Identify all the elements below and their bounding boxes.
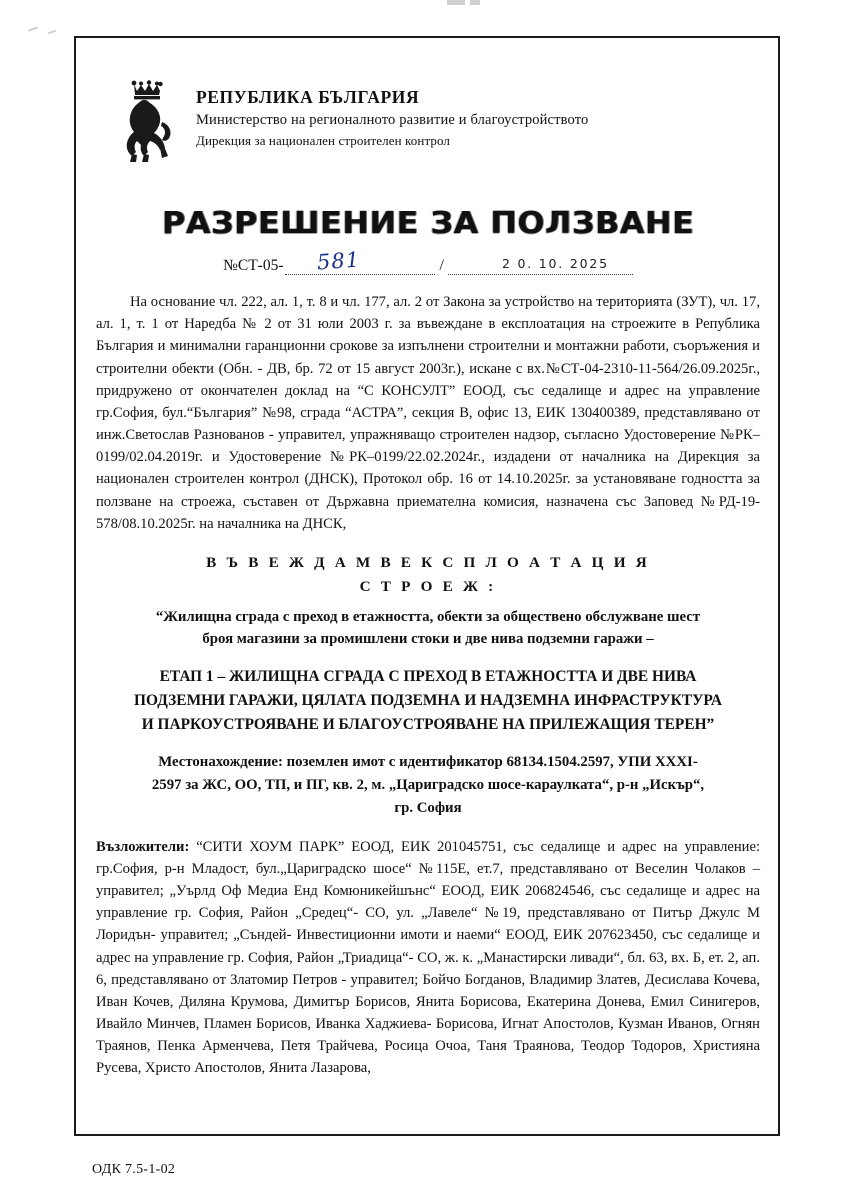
assignors-block xyxy=(96,836,760,1080)
document-number-field[interactable] xyxy=(285,247,435,275)
handwritten-number: 581 xyxy=(316,247,362,275)
form-code-footer: ОДК 7.5-1-02 xyxy=(92,1162,176,1177)
republic-name: РЕПУБЛИКА БЪЛГАРИЯ xyxy=(196,87,420,107)
document-header xyxy=(110,78,760,164)
document-date-field[interactable] xyxy=(448,257,633,275)
document-number-prefix: №СТ-05- xyxy=(223,257,284,274)
location-block xyxy=(96,751,760,820)
commissioning-heading xyxy=(96,551,760,600)
scan-artifact xyxy=(470,0,480,5)
date-stamp: 2 0. 10. 2025 xyxy=(501,256,609,271)
number-date-separator: / xyxy=(439,257,444,274)
bulgarian-coat-of-arms-lion-icon xyxy=(110,78,182,164)
quote-line-1: “Жилищна сграда с преход в етажността, обекти за обществено обслужване шест xyxy=(155,608,701,625)
document-content xyxy=(96,60,760,1080)
ministry-name: Министерство на регионалното развитие и благоустройството xyxy=(196,111,589,128)
legal-grounds-paragraph xyxy=(96,291,760,535)
heading-line-2: С Т Р О Е Ж : xyxy=(359,578,497,596)
page-title: РАЗРЕШЕНИЕ ЗА ПОЛЗВАНЕ xyxy=(161,206,695,241)
stage-description xyxy=(96,665,760,737)
assignors-label: Възложители: xyxy=(96,838,190,855)
stage-line-3: И ПАРКОУСТРОЯВАНЕ И БЛАГОУСТРОЯВАНЕ НА ПРИЛЕЖАЩИЯ ТЕРЕН” xyxy=(141,716,715,734)
location-line-2: 2597 за ЖС, ОО, ТП, и ПГ, кв. 2, м. „Цариградско шосе-караулката“, р-н „Искър“, xyxy=(151,776,705,793)
paragraph-1: На основание чл. 222, ал. 1, т. 8 и чл. 177, ал. 2 от Закона за устройство на територията (ЗУТ), чл. 17, ал. 1, т. 1 от Наредба № 2 от 31 юли 2003 г. за въвеждане в експлоатация на строежите в Република България и минимални гаранционни срокове за изпълнени строителни и монтажни работи, съоръжения и строителни обекти (Обн. - ДВ, бр. 72 от 15 август 2003г.), искане с вх.№СТ-04-2310-11-564/26.09.2025г., придружено от окончателен доклад на “С КОНСУЛТ” ЕООД, със седалище и адрес на управление гр.София, бул.“България” №98, сграда “АСТРА”, секция В, офис 13, ЕИК 130400389, представлявано от инж.Светослав Разнованов - управител, упражняващо строителен надзор, съгласно Удостоверение №РК–0199/02.04.2019г. и Удостоверение №РК–0199/22.02.2024г., издадени от началника на Дирекция за национален строителен контрол (ДНСК), Протокол обр. 16 от 14.10.2025г. за установяване годността за ползване на строежа, съставен от Държавна приемателна комисия, назначена със Заповед №РД-19-578/08.10.2025г. на началника на ДНСК, xyxy=(96,294,760,532)
document-title-wrap xyxy=(96,206,760,241)
scan-artifact xyxy=(48,30,56,35)
stage-line-1: ЕТАП 1 – ЖИЛИЩНА СГРАДА С ПРЕХОД В ЕТАЖНОСТТА И ДВЕ НИВА xyxy=(159,668,697,686)
quote-line-2: броя магазини за промишлени стоки и две нива подземни гаражи – xyxy=(202,631,654,648)
heading-line-1: В Ъ В Е Ж Д А М В Е К С П Л О А Т А Ц И Я xyxy=(206,553,650,571)
document-number-line xyxy=(96,247,760,275)
scan-artifact xyxy=(447,0,465,5)
building-description xyxy=(96,606,760,652)
assignors-text: “СИТИ ХОУМ ПАРК” ЕООД, ЕИК 201045751, със седалище и адрес на управление: гр.София, р-н Младост, бул.„Цариградско шосе“ №115Е, ет.7, представлявано от Веселин Чолаков – управител; „Уърлд Оф Медиа Енд Комюникейшънс“ ЕООД, ЕИК 206824546, със седалище и адрес на управление гр. София, Район „Средец“- СО, ул. „Лавеле“ №19, представлявано от Питър Джулс М Лоридън- управител; „Съндей- Инвестиционни имоти и наеми“ ЕООД, ЕИК 207623450, със седалище и адрес на управление гр. София, Район „Триадица“- СО, ж. к. „Манастирски ливади“, бл. 63, вх. Б, ет. 2, ап. 6, представлявано от Златомир Петров - управител; Бойчо Богданов, Владимир Златев, Десислава Кочева, Иван Кочев, Диляна Крумова, Димитър Борисов, Янита Борисова, Екатерина Донева, Емил Синигеров, Ивайло Минчев, Пламен Борисов, Иванка Хаджиева- Борисова, Игнат Апостолов, Кузман Иванов, Огнян Траянов, Пенка Арменчева, Петя Трайчева, Росица Очоа, Таня Траянова, Теодор Тодоров, Християна Русева, Христо Апостолов, Янита Лазарова, xyxy=(96,838,760,1077)
scan-artifact xyxy=(28,26,38,31)
location-line-1: Местонахождение: поземлен имот с идентификатор 68134.1504.2597, УПИ XXXI- xyxy=(158,753,698,770)
stage-line-2: ПОДЗЕМНИ ГАРАЖИ, ЦЯЛАТА ПОДЗЕМНА И НАДЗЕМНА ИНФРАСТРУКТУРА xyxy=(134,692,722,710)
location-line-3: гр. София xyxy=(394,799,462,816)
directorate-name: Дирекция за национален строителен контрол xyxy=(196,133,451,149)
